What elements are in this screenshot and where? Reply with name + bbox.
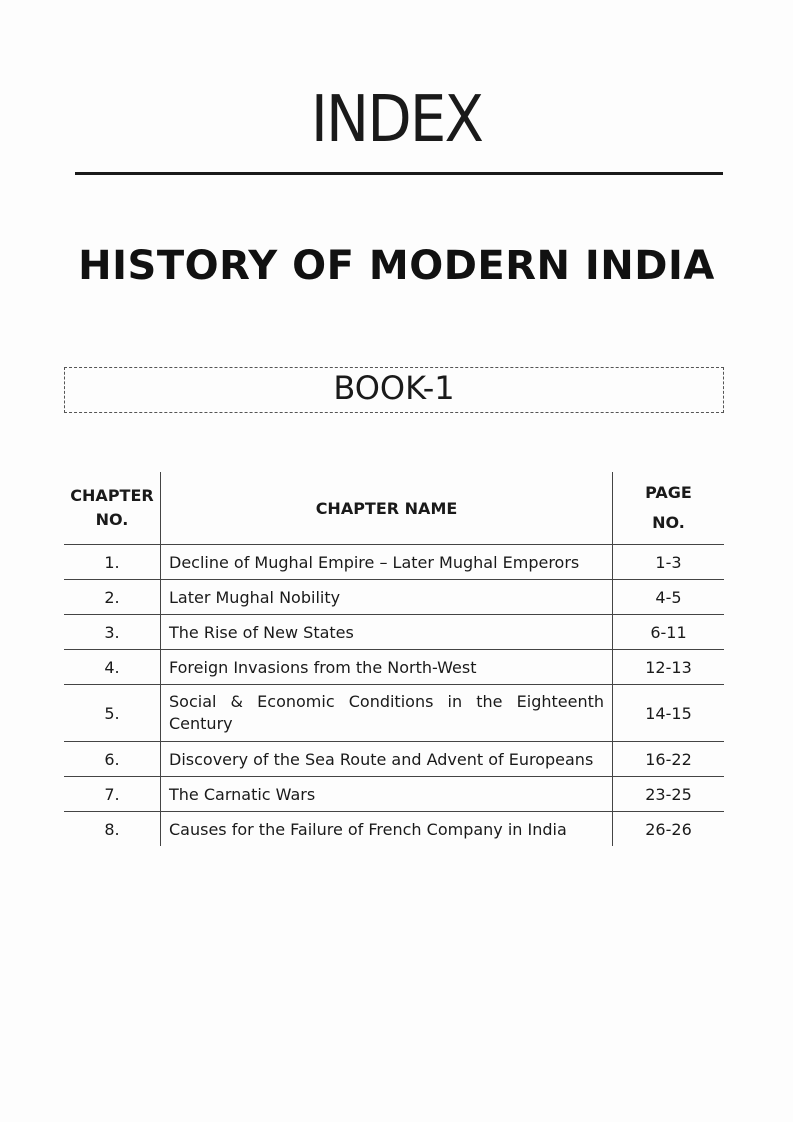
- chapter-name: Later Mughal Nobility: [160, 580, 612, 614]
- chapter-name-text: Social & Economic Conditions in the Eighteenth Century: [169, 692, 604, 733]
- chapter-name: Foreign Invasions from the North-West: [160, 650, 612, 684]
- index-table: [64, 472, 724, 846]
- header-chapter-no: [64, 472, 160, 544]
- chapter-number: 5.: [104, 703, 120, 723]
- page-range: 23-25: [612, 777, 724, 811]
- header-page-no: [612, 472, 724, 544]
- title-divider: [75, 172, 723, 175]
- chapter-number: 2.: [104, 587, 120, 607]
- table-row: [64, 812, 724, 846]
- table-row: [64, 685, 724, 742]
- header-chapter-name: CHAPTER NAME: [160, 472, 612, 544]
- page-range: 16-22: [612, 742, 724, 776]
- header-page-no-line2: NO.: [652, 513, 685, 532]
- header-page-no-line1: PAGE: [645, 483, 692, 502]
- chapter-number: 1.: [104, 552, 120, 572]
- chapter-number: 3.: [104, 622, 120, 642]
- book-label: BOOK-1: [333, 369, 455, 407]
- chapter-name: Decline of Mughal Empire – Later Mughal Emperors: [160, 545, 612, 579]
- chapter-name: The Rise of New States: [160, 615, 612, 649]
- table-row: [64, 650, 724, 685]
- subject-title: HISTORY OF MODERN INDIA: [78, 243, 715, 289]
- page-range: 14-15: [612, 685, 724, 741]
- table-row: [64, 580, 724, 615]
- chapter-name: Discovery of the Sea Route and Advent of Europeans: [160, 742, 612, 776]
- book-label-box: [64, 367, 724, 413]
- page-range: 26-26: [612, 812, 724, 846]
- page-range: 6-11: [612, 615, 724, 649]
- chapter-name: Causes for the Failure of French Company in India: [160, 812, 612, 846]
- header-chapter-no-line2: NO.: [95, 510, 129, 529]
- chapter-name: The Carnatic Wars: [160, 777, 612, 811]
- table-row: [64, 742, 724, 777]
- table-row: [64, 545, 724, 580]
- table-row: [64, 777, 724, 812]
- header-chapter-no-line1: CHAPTER: [70, 486, 154, 505]
- table-header-row: [64, 472, 724, 545]
- chapter-number: 7.: [104, 784, 120, 804]
- chapter-name: [160, 685, 612, 741]
- chapter-number: 6.: [104, 749, 120, 769]
- page-range: 4-5: [612, 580, 724, 614]
- chapter-number: 8.: [104, 819, 120, 839]
- page-range: 12-13: [612, 650, 724, 684]
- page-title: INDEX: [310, 83, 483, 157]
- page-range: 1-3: [612, 545, 724, 579]
- chapter-number: 4.: [104, 657, 120, 677]
- table-row: [64, 615, 724, 650]
